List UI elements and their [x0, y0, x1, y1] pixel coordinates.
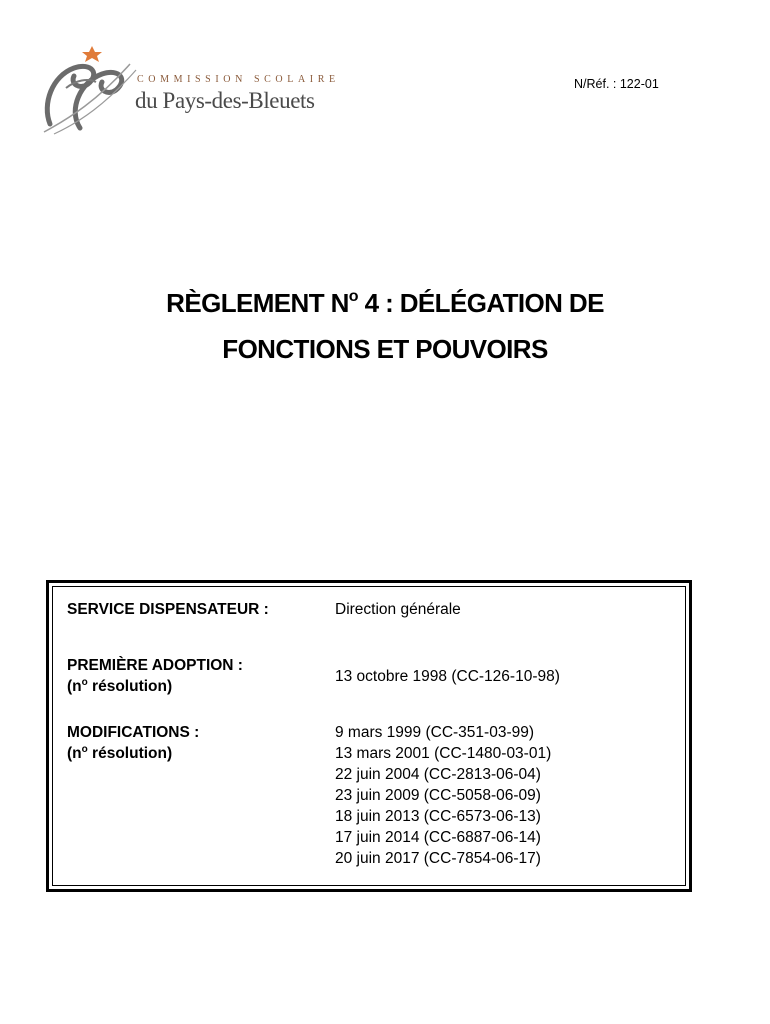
- service-label: SERVICE DISPENSATEUR :: [67, 601, 269, 618]
- modification-entry: 9 mars 1999 (CC-351-03-99): [335, 724, 535, 741]
- modification-entry: 23 juin 2009 (CC-5058-06-09): [335, 787, 541, 804]
- title-superscript: o: [348, 288, 358, 305]
- adoption-sublabel: ($n^o$ résolution): [67, 677, 173, 695]
- organization-logo: [40, 44, 360, 136]
- title-line-2: FONCTIONS ET POUVOIRS: [222, 334, 548, 364]
- organization-name-small: COMMISSION SCOLAIRE: [137, 74, 340, 85]
- modification-entry: 20 juin 2017 (CC-7854-06-17): [335, 850, 541, 867]
- modification-entry: 18 juin 2013 (CC-6573-06-13): [335, 808, 541, 825]
- reference-number: N/Réf. : 122-01: [574, 77, 659, 91]
- modifications-label: MODIFICATIONS :: [67, 724, 200, 741]
- adoption-value: 13 octobre 1998 (CC-126-10-98): [335, 668, 560, 685]
- adoption-label: PREMIÈRE ADOPTION :: [67, 657, 243, 674]
- modification-entry: 17 juin 2014 (CC-6887-06-14): [335, 829, 541, 846]
- title-part-2: 4 : DÉLÉGATION DE: [357, 288, 604, 318]
- document-title: [0, 280, 770, 372]
- title-part-1: RÈGLEMENT N: [166, 288, 349, 318]
- info-box: [46, 580, 692, 892]
- modification-entry: 13 mars 2001 (CC-1480-03-01): [335, 745, 552, 762]
- logo-mark-icon: [40, 44, 140, 136]
- service-value: Direction générale: [335, 601, 461, 618]
- modifications-sublabel: ($n^o$ résolution): [67, 744, 173, 762]
- title-line-1: [0, 280, 770, 326]
- modification-entry: 22 juin 2004 (CC-2813-06-04): [335, 766, 541, 783]
- organization-name-large: du Pays-des-Bleuets: [135, 88, 315, 113]
